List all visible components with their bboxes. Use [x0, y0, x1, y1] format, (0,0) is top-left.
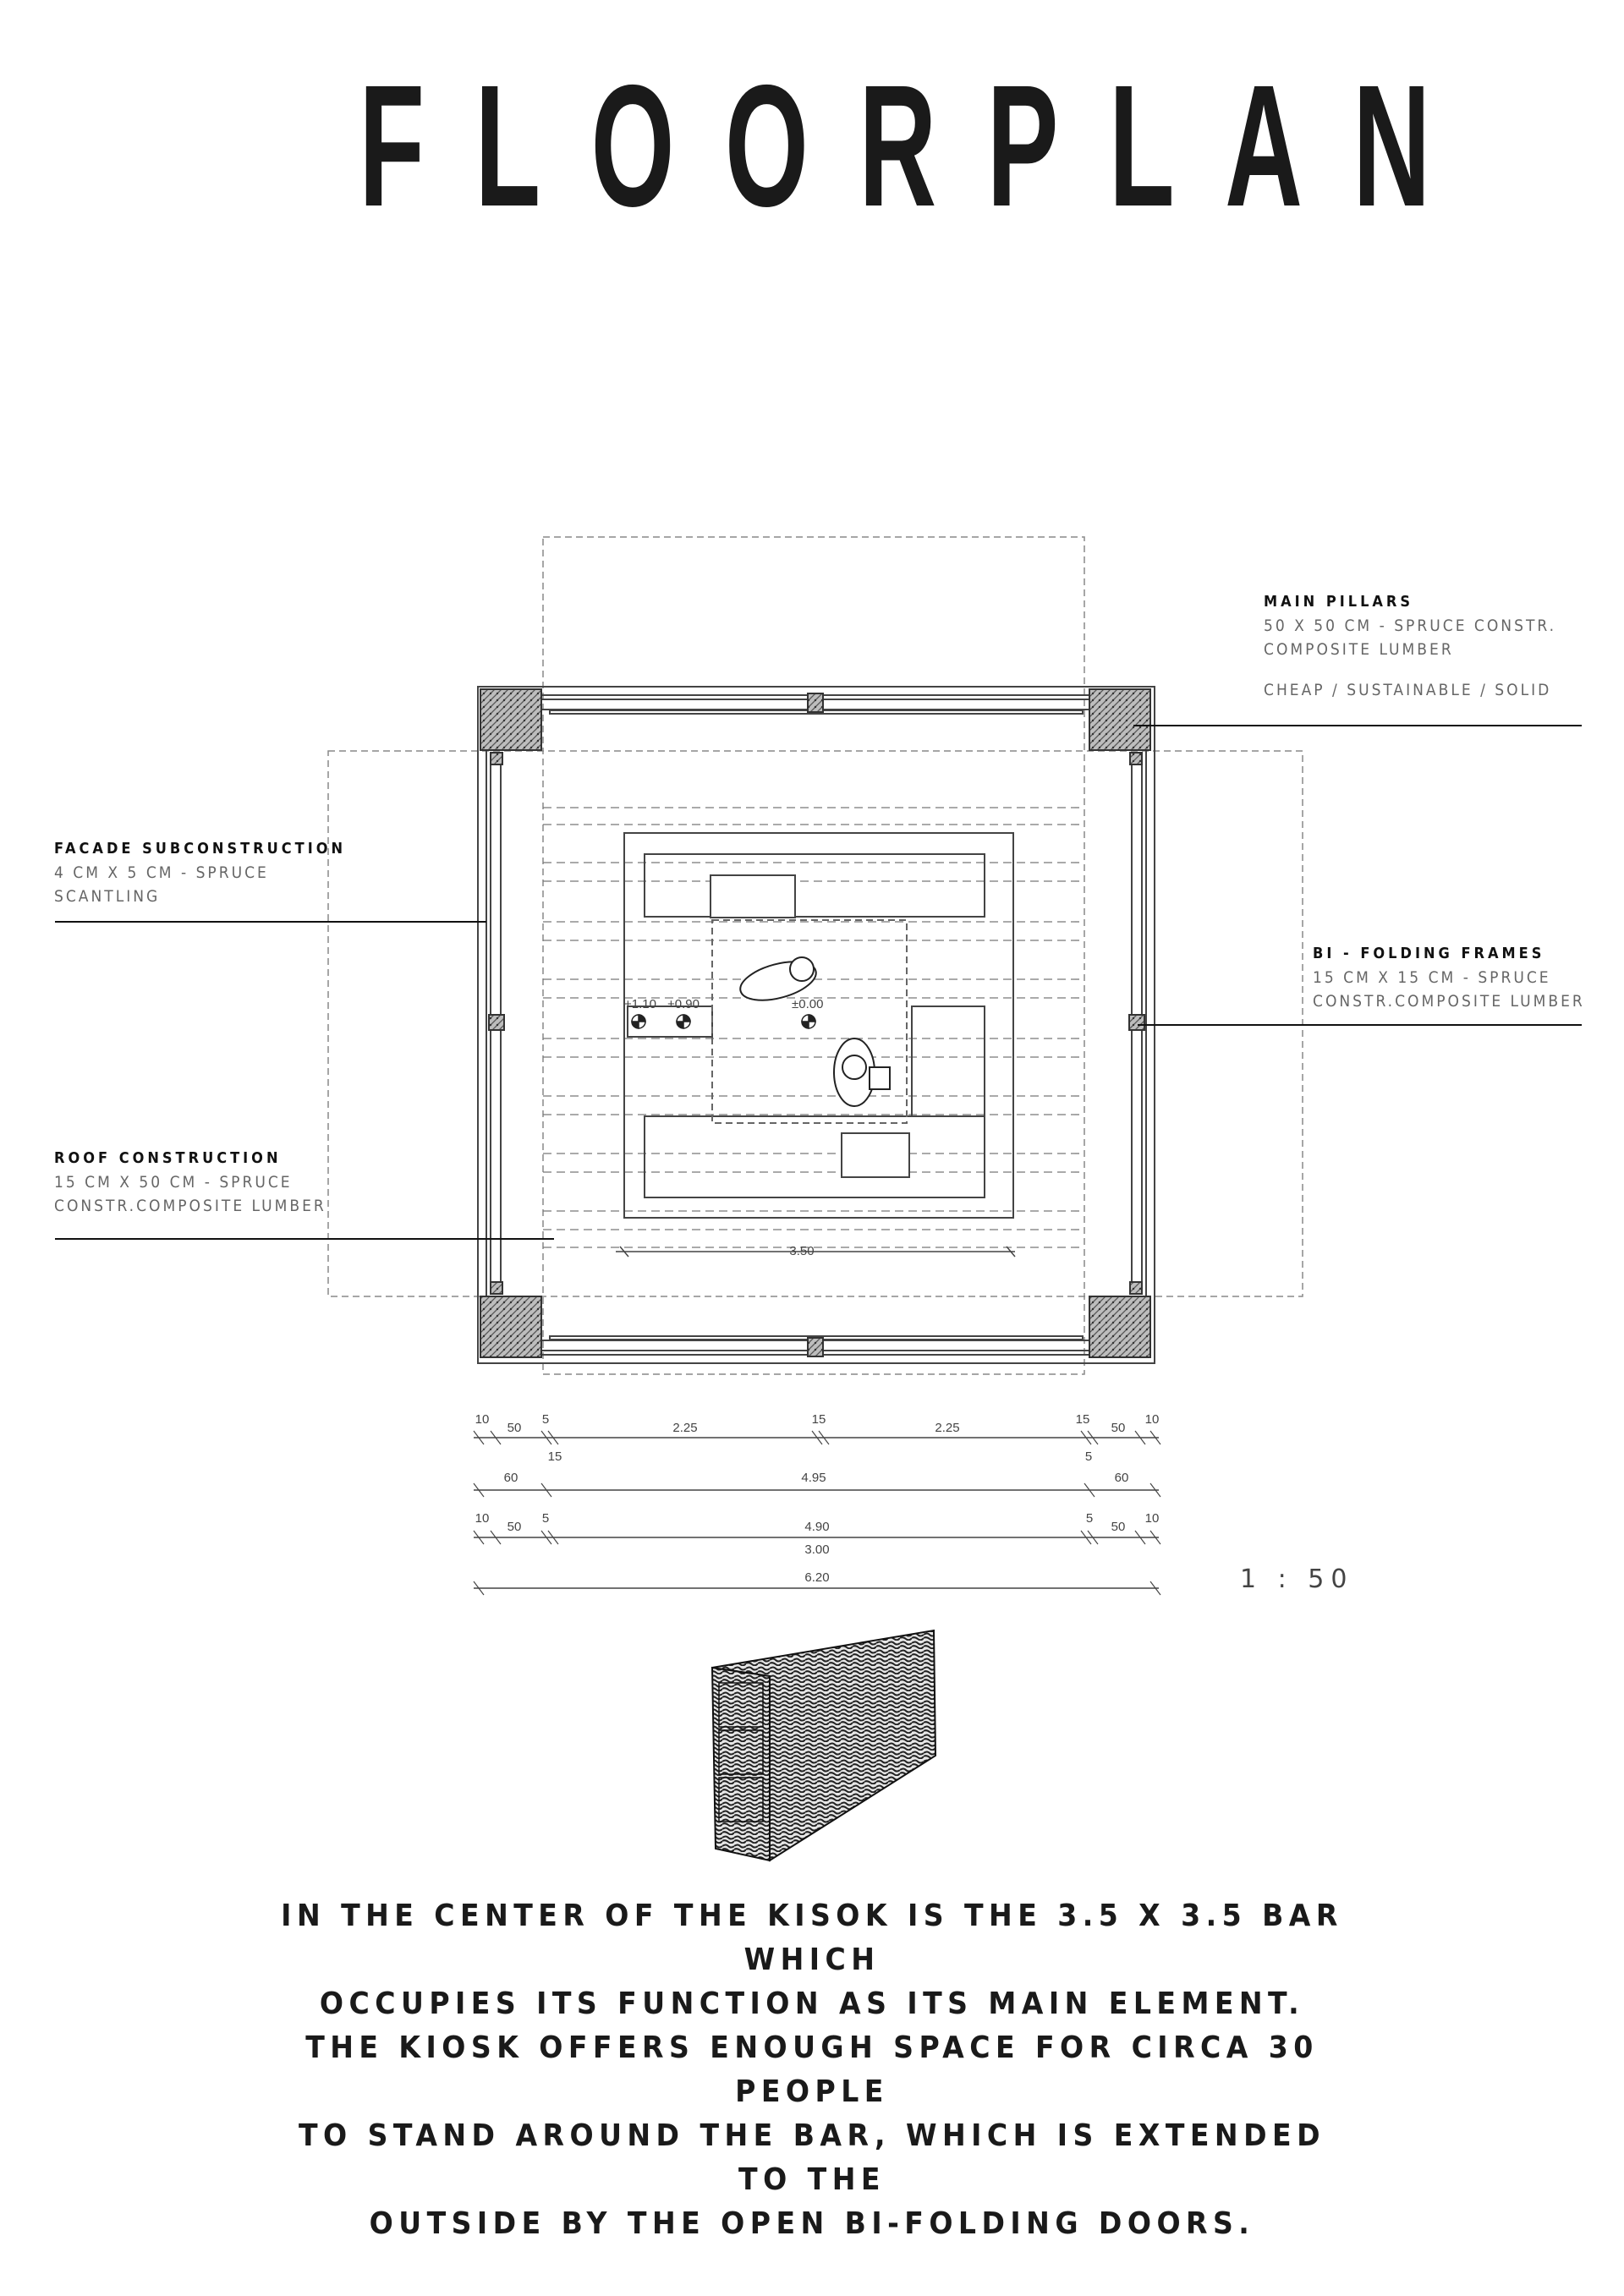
timber-beam-illustration	[712, 1630, 935, 1860]
svg-text:4.90: 4.90	[804, 1520, 830, 1534]
svg-text:2.25: 2.25	[935, 1421, 960, 1435]
main-pillars-label: MAIN PILLARS 50 X 50 CM - SPRUCE CONSTR. COMPOSITE LUMBER CHEAP / SUSTAINABLE / SOLID	[1264, 593, 1557, 699]
roof-label: ROOF CONSTRUCTION 15 CM X 50 CM - SPRUCE CONSTR.COMPOSITE LUMBER	[54, 1149, 326, 1215]
svg-text:10: 10	[1144, 1511, 1160, 1526]
svg-text:5: 5	[1085, 1511, 1094, 1526]
page-title: FLOORPLAN	[359, 49, 1481, 243]
svg-text:2.25: 2.25	[672, 1421, 698, 1435]
scale-label: 1 : 50	[1240, 1564, 1354, 1594]
description-line: TO STAND AROUND THE BAR, WHICH IS EXTENDED TO THE	[298, 2118, 1326, 2197]
svg-text:60: 60	[1114, 1471, 1129, 1485]
svg-text:10: 10	[1144, 1412, 1160, 1427]
svg-text:15: 15	[547, 1449, 562, 1464]
level-label: ±0.00	[792, 997, 824, 1011]
description-line: OCCUPIES ITS FUNCTION AS ITS MAIN ELEMENT.	[319, 1986, 1305, 2021]
svg-text:5: 5	[541, 1412, 550, 1427]
svg-text:3.00: 3.00	[804, 1543, 830, 1557]
svg-text:4.95: 4.95	[801, 1471, 826, 1485]
outer-walls	[478, 687, 1155, 1363]
level-markers	[632, 1015, 815, 1028]
svg-text:6.20: 6.20	[804, 1570, 830, 1585]
svg-text:50: 50	[1111, 1520, 1126, 1534]
svg-text:50: 50	[1111, 1421, 1126, 1435]
svg-text:10: 10	[475, 1511, 490, 1526]
frames-label: BI - FOLDING FRAMES 15 CM X 15 CM - SPRUCE CONSTR.COMPOSITE LUMBER	[1313, 945, 1585, 1011]
svg-text:15: 15	[811, 1412, 826, 1427]
svg-text:10: 10	[475, 1412, 490, 1427]
svg-text:50: 50	[507, 1520, 522, 1534]
roof-outline	[328, 537, 1303, 1374]
facade-label: FACADE SUBCONSTRUCTION 4 CM X 5 CM - SPRUCE SCANTLING	[54, 840, 347, 906]
level-label: +1.10	[624, 997, 656, 1011]
bar-dimension: 3.50	[789, 1244, 815, 1258]
svg-text:5: 5	[1084, 1449, 1093, 1464]
person-icon	[736, 955, 890, 1106]
description-line: OUTSIDE BY THE OPEN BI-FOLDING DOORS.	[369, 2206, 1255, 2241]
svg-text:5: 5	[541, 1511, 550, 1526]
description	[220, 1894, 1404, 2246]
description-line: THE KIOSK OFFERS ENOUGH SPACE FOR CIRCA 30 PEOPLE	[305, 2030, 1319, 2109]
description-line: IN THE CENTER OF THE KISOK IS THE 3.5 X 3.5 BAR WHICH	[281, 1899, 1343, 1977]
svg-text:60: 60	[503, 1471, 518, 1485]
svg-text:50: 50	[507, 1421, 522, 1435]
svg-text:15: 15	[1075, 1412, 1090, 1427]
level-label: +0.90	[667, 997, 700, 1011]
